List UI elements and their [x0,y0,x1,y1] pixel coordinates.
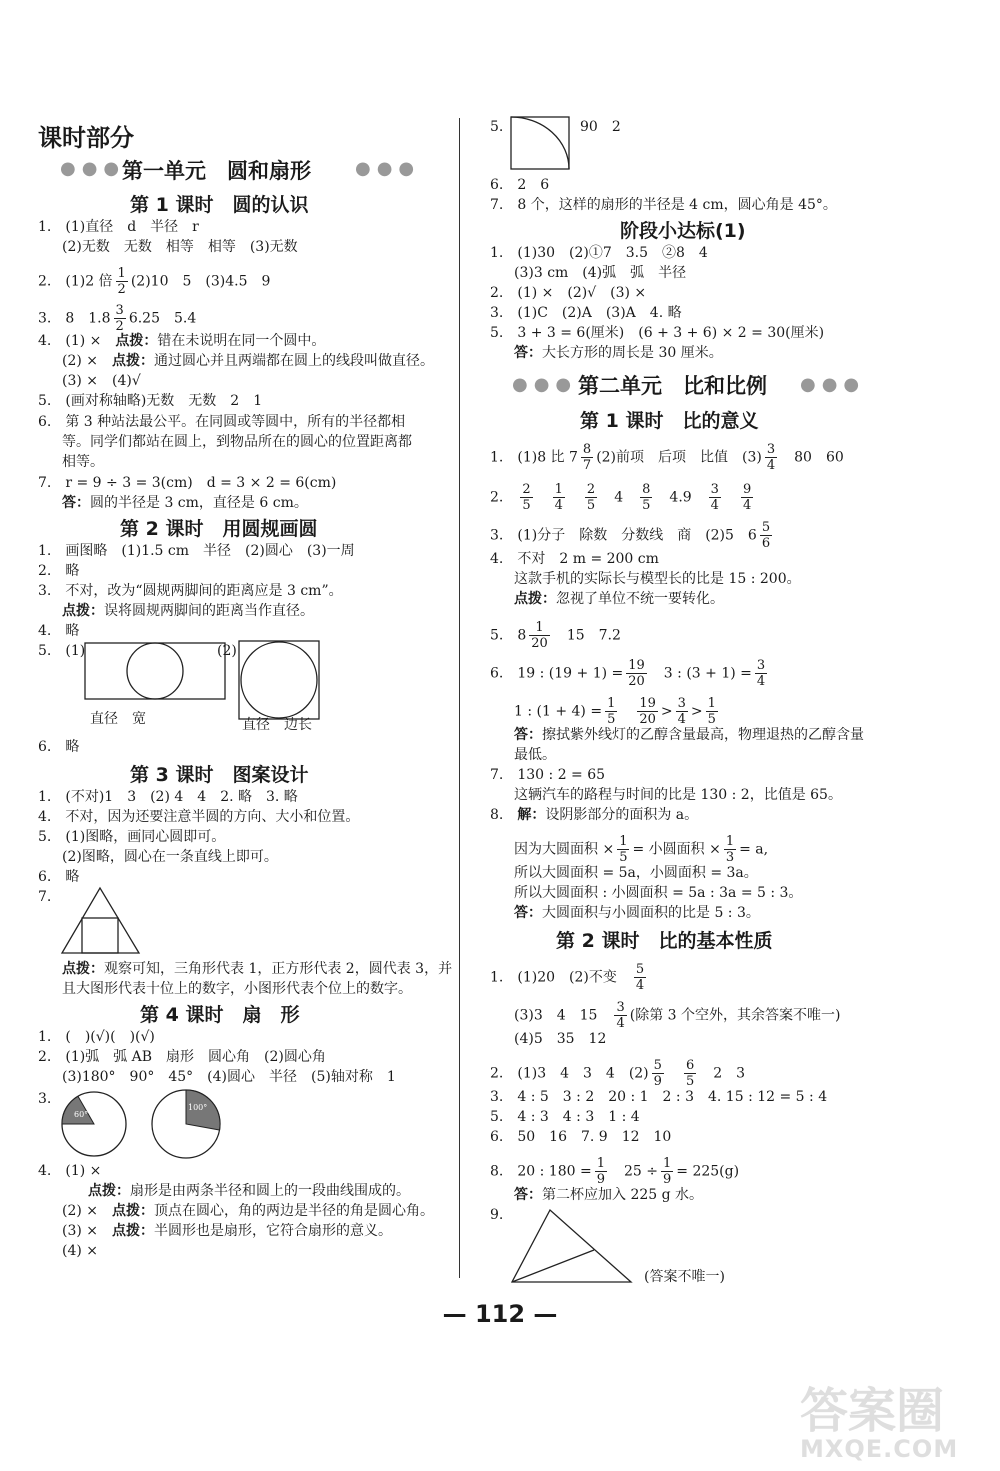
l2-line: 2. 略 [38,563,80,579]
l4-line: (3)180° 90° 45° (4)圆心 半径 (5)轴对称 1 [62,1069,396,1085]
fraction: $\frac{19}{20}$ [639,696,656,727]
r3-line: 最低。 [514,747,556,763]
l3-line: 点拨：观察可知，三角形代表 1，正方形代表 2，圆代表 3，并 [62,961,453,977]
r3-line: 点拨：忽视了单位不统一要转化。 [514,591,724,607]
l1-line: (3) × (4)√ [62,373,141,389]
l2-line: 点拨：误将圆规两脚间的距离当作直径。 [62,603,314,619]
r2-line: (3)3 cm (4)弧 弧 半径 [514,265,687,281]
unit1-title: 第一单元 圆和扇形 [122,159,311,183]
r2-line: 5. 3 + 3 = 6(厘米) (6 + 3 + 6) × 2 = 30(厘米) [490,325,825,341]
fraction: $\frac{1}{2}$ [117,266,126,297]
r4-line: 5. 4 : 3 4 : 3 1 : 4 [490,1109,640,1125]
fraction: $\frac{8}{5}$ [642,482,651,513]
l1-line: 5. (画对称轴略)无数 无数 2 1 [38,393,263,409]
l3-line: 且大图形代表十位上的数字，小图形代表个位上的数字。 [62,981,412,997]
r3-line: 1 : (1 + 4) = $\frac{1}{5}$ $\frac{19}{20}$ > $\frac{3}{4}$ > $\frac{1}{5}$ [514,696,716,727]
angle-label: 60° [74,1110,89,1119]
lesson21-title: 第 1 课时 比的意义 [580,410,759,432]
l1-line: (2)无数 无数 相等 相等 (3)无数 [62,239,298,255]
r3-line: 7. 130 : 2 = 65 [490,767,606,783]
unit1-dots-right: ●●● [355,158,421,179]
r4-line: 答：第二杯应加入 225 g 水。 [514,1187,704,1203]
l2-line: 6. 略 [38,739,80,755]
r3-line: 4. 不对 2 m = 200 cm [490,551,659,567]
l1-line: 6. 第 3 种站法最公平。在同圆或等圆中，所有的半径都相 [38,414,406,430]
l2-line: (2) [217,643,237,659]
l3-line: 5. (1)图略，画同心圆即可。 [38,829,226,845]
r3-line: 5. 8 $\frac{1}{20}$ 15 7.2 [490,620,621,651]
r1-line: 7. 8 个，这样的扇形的半径是 4 cm，圆心角是 45°。 [490,197,837,213]
l1-line: 相等。 [62,454,104,470]
r3-line: 2. $\frac{2}{5}$ $\frac{1}{4}$ $\frac{2}{5}$ 4 $\frac{8}{5}$ 4.9 $\frac{3}{4}$ $\frac{9}{4}$ [490,482,752,513]
l1-line: 7. r = 9 ÷ 3 = 3(cm) d = 3 × 2 = 6(cm) [38,475,337,491]
fraction: $\frac{1}{5}$ [607,696,616,727]
l4-line: 2. (1)弧 弧 AB 扇形 圆心角 (2)圆心角 [38,1049,326,1065]
fraction: $\frac{1}{5}$ [707,696,716,727]
l2-line: 1. 画图略 (1)1.5 cm 半径 (2)圆心 (3)一周 [38,543,355,559]
lesson1-title: 第 1 课时 圆的认识 [130,194,309,216]
l2-line: 直径 宽 [90,711,146,727]
r2-line: 3. (1)C (2)A (3)A 4. 略 [490,305,682,321]
fraction: $\frac{19}{20}$ [628,658,645,689]
fraction: $\frac{1}{9}$ [662,1156,672,1187]
fraction: $\frac{9}{4}$ [742,482,752,513]
fraction: $\frac{5}{9}$ [653,1058,662,1089]
lesson2-title: 第 2 课时 用圆规画圆 [120,518,318,540]
r1-line: 6. 2 6 [490,177,550,193]
lesson22-title: 第 2 课时 比的基本性质 [556,930,773,952]
fraction: $\frac{1}{9}$ [596,1156,605,1187]
r3-line: 这辆汽车的路程与时间的比是 130 : 2，比值是 65。 [514,787,842,803]
r4-line: 1. (1)20 (2)不变 $\frac{5}{4}$ [490,962,645,993]
l1-line: 1. (1)直径 d 半径 r [38,219,199,235]
fraction: $\frac{8}{7}$ [582,442,592,473]
fraction: $\frac{3}{4}$ [677,696,686,727]
fraction: $\frac{5}{4}$ [635,962,645,993]
watermark-line2: MXQE.COM [800,1435,959,1463]
r4-line: 3. 4 : 5 3 : 2 20 : 1 2 : 3 4. 15 : 12 = 5 : 4 [490,1089,828,1105]
r4-line: (答案不唯一) [644,1269,725,1285]
sector-60-figure [60,1090,130,1160]
l2-line: 4. 略 [38,623,80,639]
l1-line: 4. (1) × 点拨：错在未说明在同一个圆中。 [38,333,326,349]
lesson4-title: 第 4 课时 扇 形 [140,1004,300,1026]
r1-line: 90 2 [580,119,621,135]
r3-line: 答：擦拭紫外线灯的乙醇含量最高，物理退热的乙醇含量 [514,727,864,743]
fraction: $\frac{3}{4}$ [616,1000,625,1031]
fraction: $\frac{1}{3}$ [725,834,735,865]
r4-line: (4)5 35 12 [514,1031,607,1047]
r4-line: (3)3 4 15 $\frac{3}{4}$ (除第 3 个空外，其余答案不唯一) [514,1000,841,1031]
l4-line: 1. ( )(√)( )(√) [38,1029,155,1045]
fraction: $\frac{1}{4}$ [554,482,563,513]
l2-line: 3. 不对，改为“圆规两脚间的距离应是 3 cm”。 [38,583,343,599]
l4-line: (3) × 点拨：半圆形也是扇形，它符合扇形的意义。 [62,1223,393,1239]
quarter-circle-figure [510,116,572,172]
l4-line: (4) × [62,1243,99,1259]
watermark-line1: 答案圈 [800,1383,945,1439]
unit2-dots-left: ●●● [512,374,578,395]
fraction: $\frac{3}{4}$ [756,658,766,689]
fraction: $\frac{3}{2}$ [115,303,124,334]
r4-line: 2. (1)3 4 3 4 (2) $\frac{5}{9}$ $\frac{6}{5}$ 2 3 [490,1058,746,1089]
r3-line: 1. (1)8 比 7 $\frac{8}{7}$ (2)前项 后项 比值 (3) $\frac{3}{4}$ 80 60 [490,442,844,473]
fraction: $\frac{3}{4}$ [766,442,776,473]
sector-100-figure [150,1088,222,1160]
triangle-square-figure [60,886,142,956]
r3-line: 所以大圆面积 : 小圆面积 = 5a : 3a = 5 : 3。 [514,885,803,901]
r2-line: 2. (1) × (2)√ (3) × [490,285,647,301]
rect-with-circle-figure [84,642,234,702]
triangle-split-figure [510,1208,635,1286]
angle-label: 100° [188,1103,208,1112]
l4-line: (2) × 点拨：顶点在圆心，角的两边是半径的角是圆心角。 [62,1203,435,1219]
fraction: $\frac{2}{5}$ [586,482,596,513]
l2-line: 5. (1) [38,643,86,659]
l4-line: 3. [38,1091,52,1107]
l2-line: 直径 边长 [242,717,312,733]
fraction: $\frac{6}{5}$ [685,1058,695,1089]
r1-line: 5. [490,119,504,135]
stage-title: 阶段小达标(1) [620,220,746,242]
r3-line: 答：大圆面积与小圆面积的比是 5 : 3。 [514,905,760,921]
r4-line: 6. 50 16 7. 9 12 10 [490,1129,672,1145]
fraction: $\frac{1}{20}$ [531,620,548,651]
l3-line: 4. 不对，因为还要注意半圆的方向、大小和位置。 [38,809,360,825]
r3-line: 因为大圆面积 × $\frac{1}{5}$ = 小圆面积 × $\frac{1}{3}$ = a, [514,834,769,865]
l1-line: 等。同学们都站在圆上，到物品所在的圆心的位置距离都 [62,434,412,450]
l3-line: 6. 略 [38,869,80,885]
fraction: $\frac{5}{6}$ [761,520,771,551]
column-divider [459,118,460,1278]
r3-line: 8. 解：设阴影部分的面积为 a。 [490,807,699,823]
l3-line: 7. [38,889,52,905]
l1-line: (2) × 点拨：通过圆心并且两端都在圆上的线段叫做直径。 [62,353,435,369]
unit2-title: 第二单元 比和比例 [578,374,767,398]
l3-line: 1. (不对)1 3 (2) 4 4 2. 略 3. 略 [38,789,298,805]
l3-line: (2)图略，圆心在一条直线上即可。 [62,849,278,865]
fraction: $\frac{2}{5}$ [522,482,531,513]
r3-line: 6. 19 : (19 + 1) = $\frac{19}{20}$ 3 : (3 + 1) = $\frac{3}{4}$ [490,658,766,689]
lesson3-title: 第 3 课时 图案设计 [130,764,309,786]
fraction: $\frac{3}{4}$ [710,482,719,513]
r4-line: 9. [490,1207,504,1223]
square-with-circle-figure [238,640,322,724]
l1-line: 2. (1)2 倍 $\frac{1}{2}$ (2)10 5 (3)4.5 9 [38,266,271,297]
l1-line: 3. 8 1.8 $\frac{3}{2}$ 6.25 5.4 [38,303,197,334]
r3-line: 3. (1)分子 除数 分数线 商 (2)5 6 $\frac{5}{6}$ [490,520,771,551]
l4-line: 点拨：扇形是由两条半径和圆上的一段曲线围成的。 [88,1183,410,1199]
unit2-dots-right: ●●● [800,374,866,395]
page-number: — 112 — [442,1300,558,1328]
l4-line: 4. (1) × [38,1163,102,1179]
fraction: $\frac{1}{5}$ [619,834,628,865]
unit1-dots-left: ●●● [60,158,126,179]
r3-line: 这款手机的实际长与模型长的比是 15 : 200。 [514,571,801,587]
r3-line: 所以大圆面积 = 5a，小圆面积 = 3a。 [514,865,758,881]
section-title: 课时部分 [38,124,134,152]
watermark-logo [800,1385,995,1465]
r4-line: 8. 20 : 180 = $\frac{1}{9}$ 25 ÷ $\frac{1}{9}$ = 225(g) [490,1156,740,1187]
r2-line: 答：大长方形的周长是 30 厘米。 [514,345,723,361]
r2-line: 1. (1)30 (2)①7 3.5 ②8 4 [490,245,708,261]
l1-line: 答：圆的半径是 3 cm，直径是 6 cm。 [62,495,308,511]
